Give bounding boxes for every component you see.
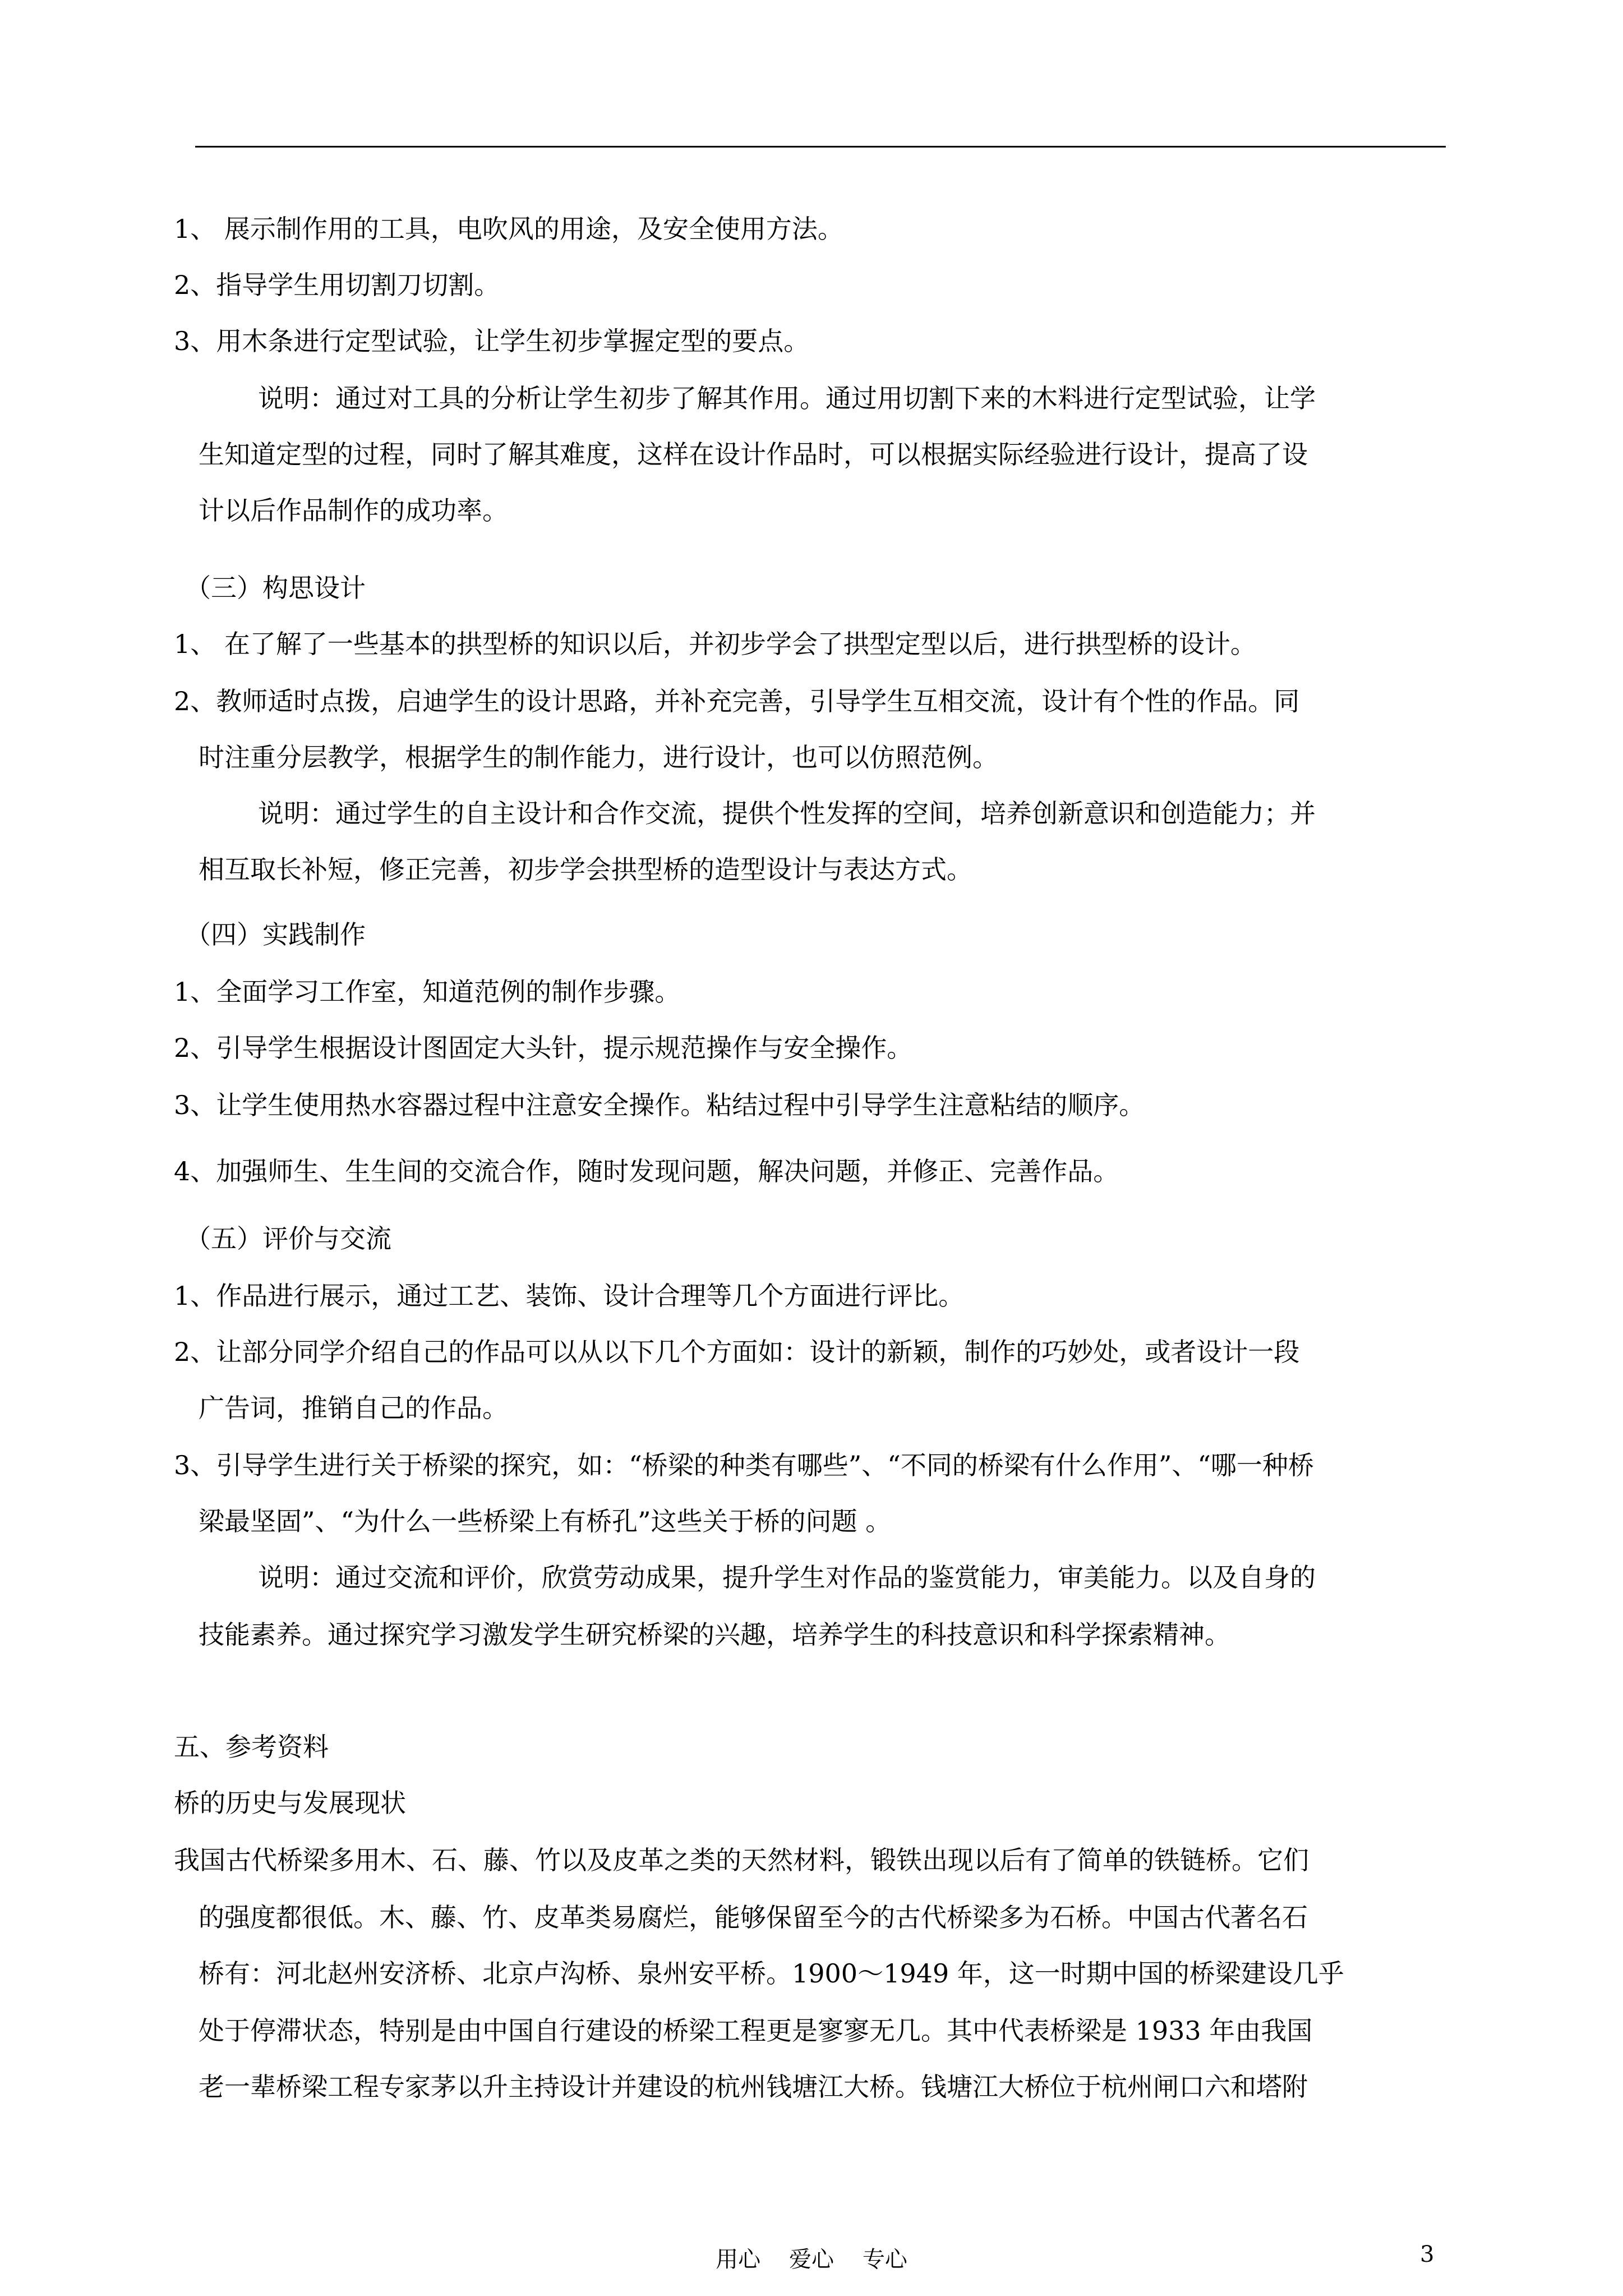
evaluation-item-2-line-2: 广告词，推销自己的作品。 [199, 1393, 508, 1423]
practice-item-4: 4、加强师生、生生间的交流合作，随时发现问题，解决问题，并修正、完善作品。 [174, 1156, 1119, 1186]
design-item-2-line-1: 2、教师适时点拨，启迪学生的设计思路，并补充完善，引导学生互相交流，设计有个性的作品。同 [174, 686, 1300, 716]
step-1-tools: 1、 展示制作用的工具，电吹风的用途，及安全使用方法。 [174, 214, 843, 244]
note-3-line-1: 说明：通过交流和评价，欣赏劳动成果，提升学生对作品的鉴赏能力，审美能力。以及自身的 [258, 1562, 1316, 1593]
header-rule [195, 146, 1446, 148]
footer-motto: 用心 爱心 专心 [716, 2247, 907, 2272]
section-heading-references: 五、参考资料 [174, 1732, 329, 1762]
page-number: 3 [1420, 2242, 1435, 2267]
section-heading-evaluation: （五）评价与交流 [185, 1223, 391, 1254]
reference-title: 桥的历史与发展现状 [174, 1788, 406, 1818]
reference-paragraph-line-2: 的强度都很低。木、藤、竹、皮革类易腐烂，能够保留至今的古代桥梁多为石桥。中国古代著名石 [199, 1902, 1308, 1932]
practice-item-2: 2、引导学生根据设计图固定大头针，提示规范操作与安全操作。 [174, 1033, 913, 1063]
evaluation-item-2-line-1: 2、让部分同学介绍自己的作品可以从以下几个方面如：设计的新颖，制作的巧妙处，或者设计一段 [174, 1337, 1300, 1367]
reference-paragraph-line-3: 桥有：河北赵州安济桥、北京卢沟桥、泉州安平桥。1900～1949 年，这一时期中国的桥梁建设几乎 [199, 1958, 1344, 1989]
design-item-1: 1、 在了解了一些基本的拱型桥的知识以后，并初步学会了拱型定型以后，进行拱型桥的设计。 [174, 629, 1256, 659]
practice-item-3: 3、让学生使用热水容器过程中注意安全操作。粘结过程中引导学生注意粘结的顺序。 [174, 1090, 1145, 1120]
step-3-shaping: 3、用木条进行定型试验，让学生初步掌握定型的要点。 [174, 326, 810, 356]
evaluation-item-3-line-2: 梁最坚固”、“为什么一些桥梁上有桥孔”这些关于桥的问题 。 [199, 1506, 892, 1536]
design-item-2-line-2: 时注重分层教学，根据学生的制作能力，进行设计，也可以仿照范例。 [199, 742, 998, 772]
evaluation-item-3-line-1: 3、引导学生进行关于桥梁的探究，如：“桥梁的种类有哪些”、“不同的桥梁有什么作用”、“哪一种桥 [174, 1450, 1314, 1480]
section-heading-design: （三）构思设计 [185, 573, 366, 603]
reference-paragraph-line-4: 处于停滞状态，特别是由中国自行建设的桥梁工程更是寥寥无几。其中代表桥梁是 1933 年由我国 [199, 2016, 1313, 2046]
note-1-line-1: 说明：通过对工具的分析让学生初步了解其作用。通过用切割下来的木料进行定型试验，让学 [258, 383, 1316, 413]
note-3-line-2: 技能素养。通过探究学习激发学生研究桥梁的兴趣，培养学生的科技意识和科学探索精神。 [199, 1619, 1230, 1650]
note-1-line-3: 计以后作品制作的成功率。 [199, 495, 508, 526]
reference-paragraph-line-5: 老一辈桥梁工程专家茅以升主持设计并建设的杭州钱塘江大桥。钱塘江大桥位于杭州闸口六和塔附 [199, 2072, 1308, 2102]
practice-item-1: 1、全面学习工作室，知道范例的制作步骤。 [174, 977, 681, 1007]
evaluation-item-1: 1、作品进行展示，通过工艺、装饰、设计合理等几个方面进行评比。 [174, 1281, 965, 1311]
step-2-cutting: 2、指导学生用切割刀切割。 [174, 270, 500, 300]
note-2-line-1: 说明：通过学生的自主设计和合作交流，提供个性发挥的空间，培养创新意识和创造能力；并 [258, 798, 1316, 829]
note-1-line-2: 生知道定型的过程，同时了解其难度，这样在设计作品时，可以根据实际经验进行设计，提高了设 [199, 439, 1308, 470]
section-heading-practice: （四）实践制作 [185, 919, 366, 950]
note-2-line-2: 相互取长补短，修正完善，初步学会拱型桥的造型设计与表达方式。 [199, 854, 972, 885]
reference-paragraph-line-1: 我国古代桥梁多用木、石、藤、竹以及皮革之类的天然材料，锻铁出现以后有了简单的铁链桥。它们 [174, 1845, 1309, 1875]
